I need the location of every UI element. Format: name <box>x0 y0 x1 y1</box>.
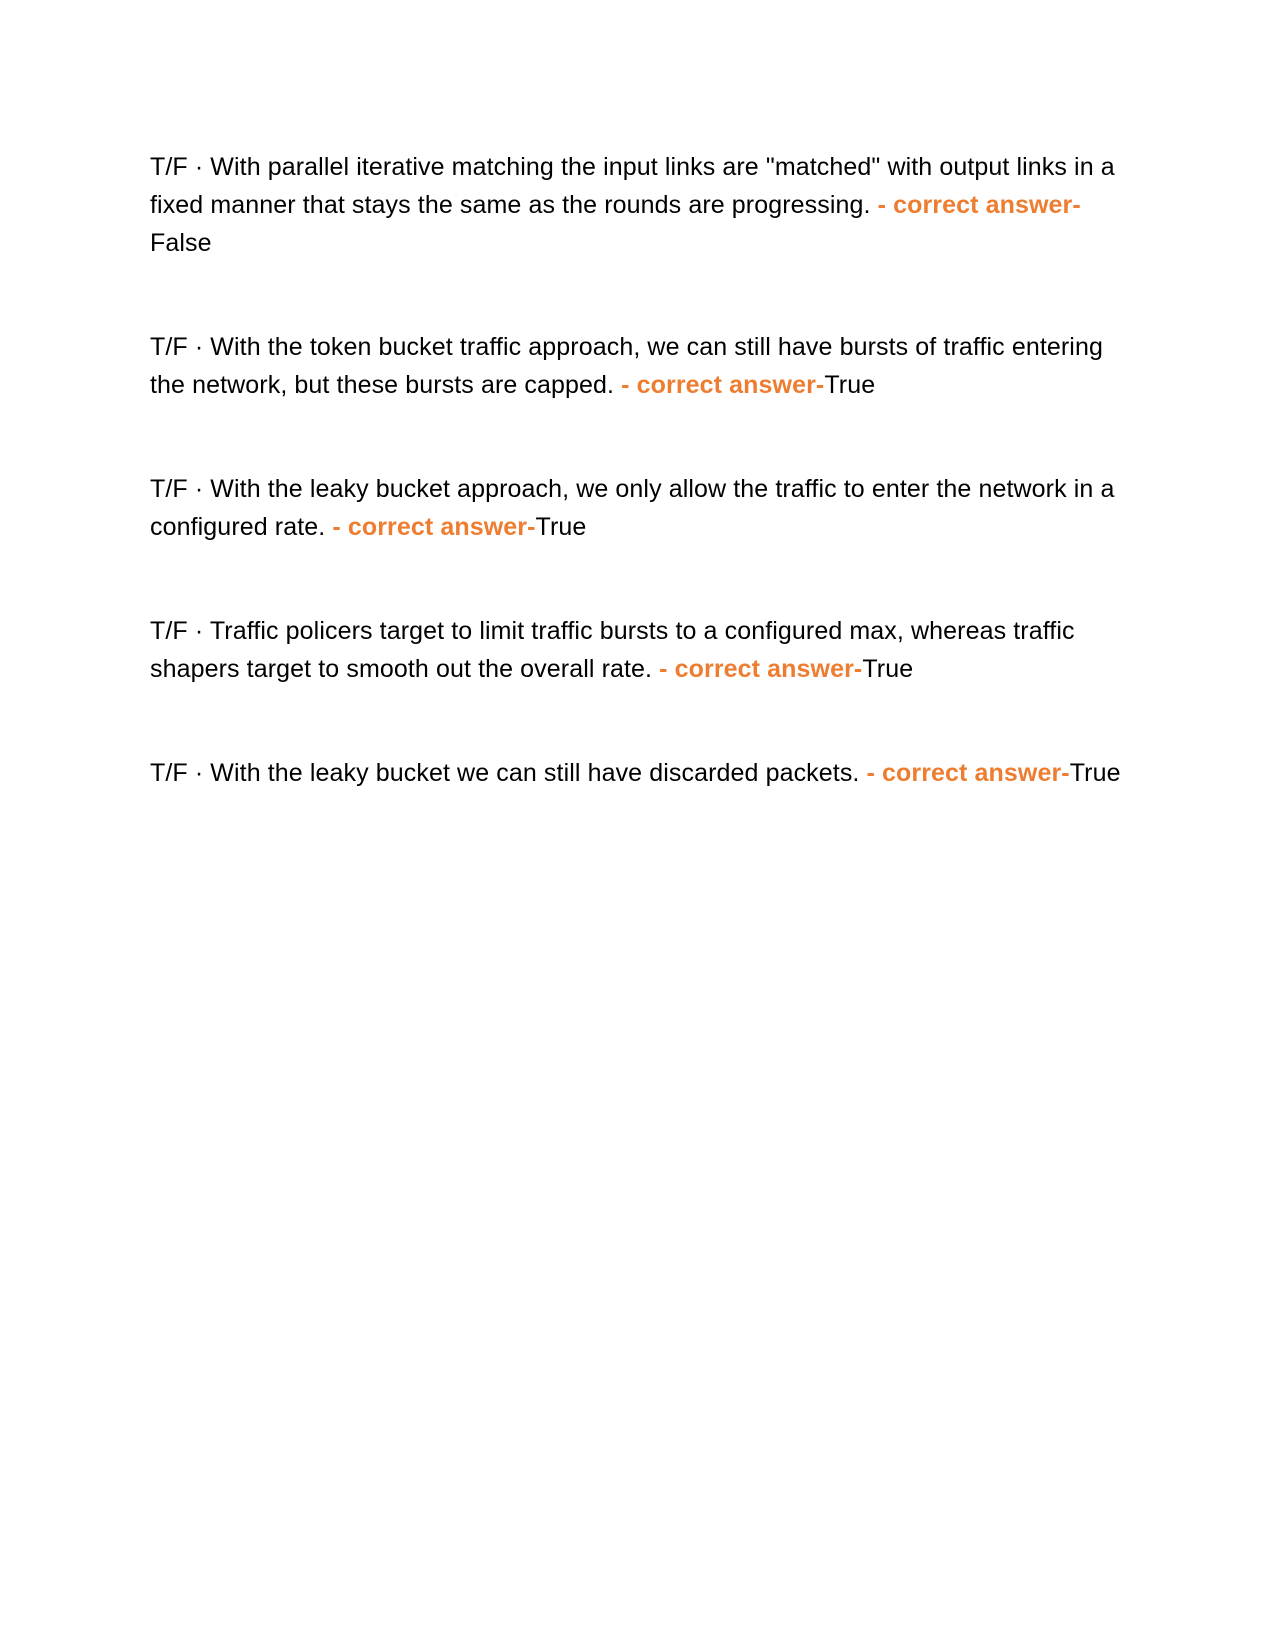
answer-value: True <box>1069 759 1121 787</box>
question-item <box>150 612 1125 688</box>
question-text: T/F · With the token bucket traffic approach, we can still have bursts of traffic entering the network, but these bursts are capped. <box>150 333 1103 399</box>
answer-marker: - correct answer- <box>621 371 825 399</box>
question-item <box>150 754 1125 792</box>
question-text: T/F · Traffic policers target to limit traffic bursts to a configured max, whereas traffic shapers target to smooth out the overall rate. <box>150 617 1075 683</box>
question-text: T/F · With the leaky bucket we can still have discarded packets. <box>150 759 867 787</box>
answer-value: True <box>824 371 876 399</box>
question-item <box>150 328 1125 404</box>
question-item <box>150 470 1125 546</box>
answer-value: False <box>150 229 212 257</box>
answer-marker: - correct answer- <box>332 513 536 541</box>
question-list <box>150 148 1125 858</box>
question-item <box>150 148 1125 262</box>
question-text: T/F · With the leaky bucket approach, we only allow the traffic to enter the network in a configured rate. <box>150 475 1115 541</box>
answer-marker: - correct answer- <box>877 191 1081 219</box>
question-text: T/F · With parallel iterative matching the input links are "matched" with output links in a fixed manner that stays the same as the rounds are progressing. <box>150 153 1115 219</box>
answer-marker: - correct answer- <box>659 655 863 683</box>
answer-marker: - correct answer- <box>866 759 1070 787</box>
answer-value: True <box>862 655 914 683</box>
answer-value: True <box>535 513 587 541</box>
